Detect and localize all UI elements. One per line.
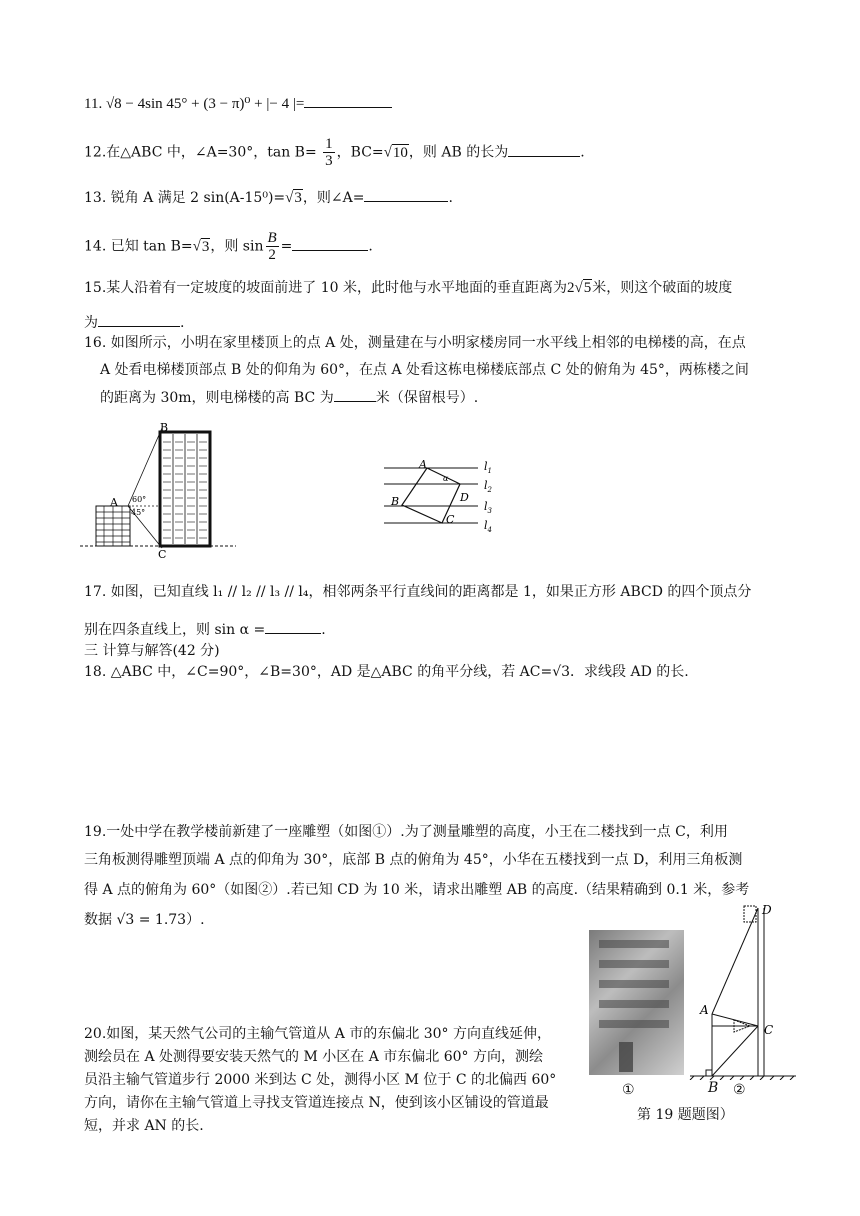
- q14-fraction: [266, 230, 279, 263]
- label-B17: B: [391, 495, 400, 508]
- figure-17: [380, 455, 500, 545]
- q15-coef: 2: [566, 280, 575, 296]
- q14-end: .: [368, 238, 373, 255]
- question-16-line1: 16. 如图所示，小明在家里楼顶上的点 A 处，测量建在与小明家楼房同一水平线上相邻的电梯楼的高，在点: [84, 335, 746, 351]
- building-and-sculpture: [706, 906, 764, 1076]
- question-19-line3: 得 A 点的俯角为 60°（如图②）.若已知 CD 为 10 米，请求出雕塑 AB 的高度.（结果精确到 0.1 米，参考: [84, 882, 750, 898]
- question-12: [84, 136, 585, 169]
- q14-frac-num: B: [267, 230, 277, 246]
- q13-answer-blank[interactable]: [364, 186, 448, 202]
- label-C: C: [158, 548, 167, 558]
- svg-text:l1: $l_1$: [484, 460, 492, 475]
- label-A19: A: [700, 1003, 709, 1017]
- q15-answer-blank[interactable]: [98, 311, 180, 327]
- q11-expression: √8 − 4sin 45° + (3 − π)⁰ + |− 4 |=: [105, 96, 305, 112]
- question-17-line1: 17. 如图，已知直线 l₁ // l₂ // l₃ // l₄，相邻两条平行直线间的距离都是 1，如果正方形 ABCD 的四个顶点分: [84, 584, 752, 600]
- q15-line2: 为: [84, 315, 98, 331]
- label-A17: A: [419, 458, 427, 471]
- question-15-line1: [84, 278, 732, 298]
- fig19-label-B: B: [708, 1080, 719, 1096]
- q13-radicand: 3: [294, 190, 302, 206]
- question-20-line1: 20.如图，某天然气公司的主输气管道从 A 市的东偏北 30° 方向直线延伸，: [84, 1026, 551, 1042]
- q12-fraction: [323, 136, 335, 169]
- q14-frac-den: 2: [268, 247, 276, 263]
- q11-number: 11.: [84, 96, 103, 112]
- q14-radicand: 3: [201, 238, 210, 255]
- q12-post: ，则 AB 的长为: [408, 144, 509, 161]
- q12-end: .: [580, 144, 585, 161]
- label-B: B: [160, 421, 169, 434]
- label-A: A: [110, 496, 118, 509]
- question-17-line2: [84, 618, 326, 640]
- q12-mid: ，BC=: [336, 144, 384, 161]
- q14-sqrt: √3: [192, 238, 210, 255]
- q17-end: .: [321, 622, 326, 638]
- sculpture-photo: [589, 930, 684, 1075]
- fig19-mark-1: ①: [622, 1082, 635, 1098]
- label-alpha: α: [443, 474, 449, 483]
- q12-sqrt: √10: [383, 144, 408, 161]
- q12-text: 12.在△ABC 中，∠A=30°，tan B=: [84, 144, 317, 161]
- q15-math: 2√5: [566, 280, 592, 296]
- figure-16: [80, 418, 240, 558]
- label-D17: D: [460, 491, 469, 504]
- question-19-line1: 19.一处中学在教学楼前新建了一座雕塑（如图①）.为了测量雕塑的高度，小王在二楼找到一点 C，利用: [84, 824, 728, 840]
- q13-text: 13. 锐角 A 满足 2 sin(A-15⁰)=: [84, 190, 286, 206]
- q12-radicand: 10: [392, 144, 408, 161]
- question-18: 18. △ABC 中，∠C=90°，∠B=30°，AD 是△ABC 的角平分线，若 AC=√3．求线段 AD 的长.: [84, 664, 689, 680]
- question-20-line4: 方向，请你在主输气管道上寻找支管道连接点 N，使到该小区铺设的管道最: [84, 1095, 549, 1111]
- q16-post: 米（保留根号）.: [375, 390, 479, 406]
- svg-text:l2: $l_2$: [484, 479, 492, 494]
- q15-radicand: 5: [583, 280, 592, 296]
- q13-sqrt: √3: [285, 190, 302, 206]
- label-C19: C: [764, 1023, 774, 1037]
- q16-text: 的距离为 30m，则电梯楼的高 BC 为: [100, 390, 334, 406]
- tall-building: [160, 432, 210, 546]
- q12-frac-num: 1: [325, 136, 333, 152]
- question-14: [84, 230, 373, 263]
- question-13: [84, 186, 453, 208]
- fig19-caption: 第 19 题题图）: [637, 1107, 734, 1123]
- q14-post: =: [280, 238, 293, 255]
- question-20-line5: 短，并求 AN 的长.: [84, 1118, 204, 1134]
- label-60: 60°: [132, 495, 147, 504]
- q16-answer-blank[interactable]: [334, 386, 376, 402]
- q17-text: 别在四条直线上，则 sin α =: [84, 622, 266, 638]
- line-labels: [484, 460, 493, 534]
- small-building: [96, 506, 130, 546]
- label-C17: C: [446, 513, 455, 526]
- section-3-heading: 三 计算与解答(42 分): [84, 643, 220, 659]
- ground: [690, 1076, 796, 1080]
- question-20-line3: 员沿主输气管道步行 2000 米到达 C 处，测得小区 M 位于 C 的北偏西 60°: [84, 1072, 557, 1088]
- question-15-line2: [84, 311, 184, 333]
- question-20-line2: 测绘员在 A 处测得要安装天然气的 M 小区在 A 市东偏北 60° 方向，测绘: [84, 1049, 543, 1065]
- question-16-line2: A 处看电梯楼顶部点 B 处的仰角为 60°，在点 A 处看这栋电梯楼底部点 C 处的俯角为 45°，两栋楼之间: [100, 362, 749, 378]
- q13-end: .: [448, 190, 453, 206]
- q17-answer-blank[interactable]: [265, 618, 321, 634]
- q11-answer-blank[interactable]: [304, 92, 392, 108]
- question-19-line2: 三角板测得雕塑顶端 A 点的仰角为 30°，底部 B 点的俯角为 45°，小华在五楼找到一点 D，利用三角板测: [84, 852, 743, 868]
- q13-post: ，则∠A=: [302, 190, 365, 206]
- label-D19: D: [762, 903, 772, 917]
- q15-text: 15.某人沿着有一定坡度的坡面前进了 10 米，此时他与水平地面的垂直距离为: [84, 280, 567, 296]
- question-19-line4: 数据 √3 = 1.73）.: [84, 912, 205, 928]
- q12-answer-blank[interactable]: [508, 141, 580, 157]
- q14-answer-blank[interactable]: [292, 235, 368, 251]
- q14-text: 14. 已知 tan B=: [84, 238, 193, 255]
- fig19-mark-2: ②: [733, 1082, 746, 1098]
- label-45: 45°: [131, 508, 146, 517]
- svg-text:l3: $l_3$: [484, 500, 492, 515]
- q14-mid: ，则 sin: [210, 238, 264, 255]
- q12-frac-den: 3: [325, 153, 333, 169]
- q15-post: 米，则这个破面的坡度: [592, 280, 733, 296]
- question-16-line3: [100, 386, 478, 408]
- question-11: [84, 92, 392, 114]
- figure-19: [688, 900, 800, 1080]
- q15-end: .: [180, 315, 185, 331]
- svg-text:l4: $l_4$: [484, 519, 492, 534]
- sight-lines: [128, 428, 162, 548]
